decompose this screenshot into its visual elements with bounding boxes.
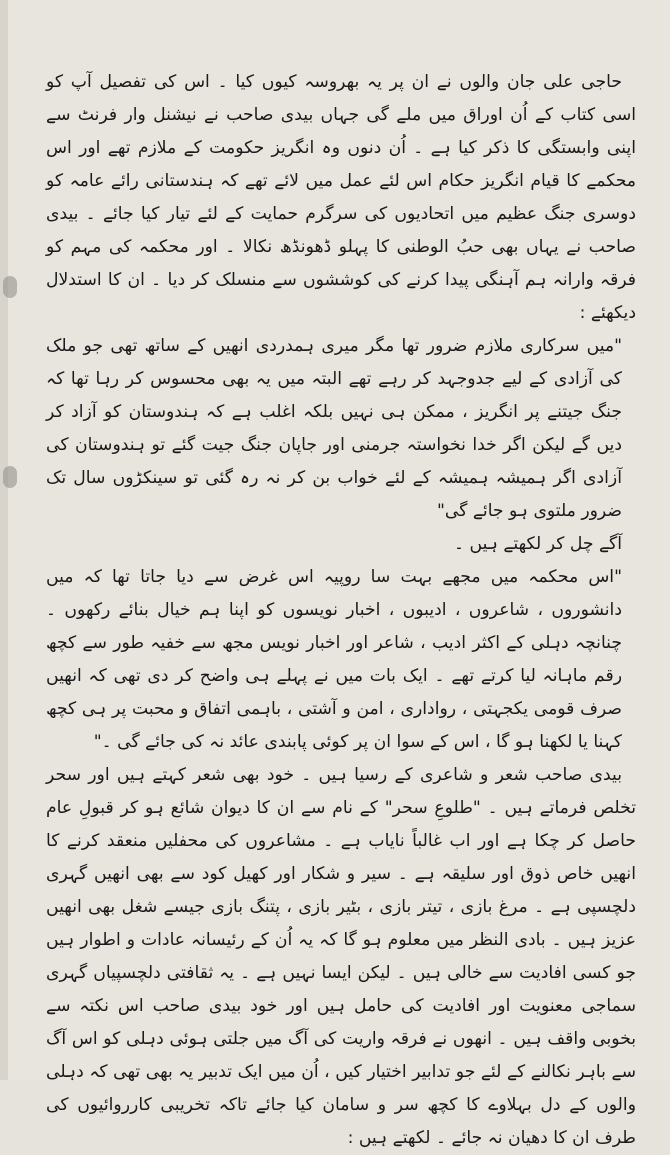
paragraph-quote: "میں سرکاری ملازم ضرور تھا مگر میری ہمدردی انھیں کے ساتھ تھی جو ملک کی آزادی کے لیے جدوجہد کر رہے تھے البتہ میں یہ بھی محسوس کر رہا تھا کہ جنگ جیتنے پر انگریز ، ممکن ہی نہیں بلکہ اغلب ہے کہ ہندوستان کو آزاد کر دیں گے لیکن اگر خدا نخواستہ جرمنی اور جاپان جنگ جیت گئے تو ہندوستان کی آزادی اگر ہمیشہ ہمیشہ کے لئے خواب بن کر نہ رہ گئی تو سینکڑوں سال تک ضرور ملتوی ہو جائے گی" (46, 336, 622, 521)
paragraph-body: حاجی علی جان والوں نے ان پر یہ بھروسہ کیوں کیا ۔ اس کی تفصیل آپ کو اسی کتاب کے اُن اوراق میں ملے گی جہاں بیدی صاحب نے نیشنل وار فرنٹ سے اپنی وابستگی کا ذکر کیا ہے ۔ اُن دنوں وہ انگریز حکومت کے ملازم تھے اور اس محکمے کا قیام انگریز حکام اس لئے عمل میں لائے تھے کہ ہندستانی رائے عامہ کو دوسری جنگ عظیم میں اتحادیوں کی سرگرم حمایت کے لئے تیار کیا جائے ۔ بیدی صاحب نے یہاں بھی حبُ الوطنی کا پہلو ڈھونڈھ نکالا ۔ اور محکمہ کی مہم کو فرقہ وارانہ ہم آہنگی پیدا کرنے کی کوششوں سے منسلک کر دیا ۔ ان کا استدلال دیکھئے : (46, 72, 636, 323)
paragraph-body: بیدی صاحب شعر و شاعری کے رسیا ہیں ۔ خود بھی شعر کہتے ہیں اور سحر تخلص فرماتے ہیں ۔ "طلوعِ سحر" کے نام سے ان کا دیوان شائع ہو کر قبولِ عام حاصل کر چکا ہے اور اب غالباً نایاب ہے ۔ مشاعروں کی محفلیں منعقد کرنے کا انھیں خاص ذوق اور سلیقہ ہے ۔ سیر و شکار اور کھیل کود سے بھی انھیں گہری دلچسپی ہے ۔ مرغ بازی ، تیتر بازی ، بٹیر بازی ، پتنگ بازی جیسے شغل بھی انھیں عزیز ہیں ۔ بادی النظر میں معلوم ہو گا کہ یہ اُن کے رئیسانہ عادات و اطوار ہیں جو کسی افادیت سے خالی ہیں ۔ لیکن ایسا نہیں ہے ۔ یہ ثقافتی دلچسپیاں گہری سماجی معنویت اور افادیت کی حامل ہیں اور خود بیدی صاحب اس نکتہ سے بخوبی واقف ہیں ۔ انھوں نے فرقہ واریت کی آگ میں جلتی ہوئی دہلی کو اس آگ سے باہر نکالنے کے لئے جو تدابیر اختیار کیں ، اُن میں ایک تدبیر یہ بھی تھی کہ دہلی والوں کے دل بہلاوے کا کچھ سر و سامان کیا جائے تاکہ تخریبی کارروائیوں کی طرف ان کا دھیان نہ جائے ۔ لکھتے ہیں : (46, 765, 636, 1148)
page-edge (0, 0, 8, 1080)
binding-hole (3, 276, 17, 298)
paragraph-quote: "اس محکمہ میں مجھے بہت سا روپیہ اس غرض سے دیا جاتا تھا کہ میں دانشوروں ، شاعروں ، ادیبوں ، اخبار نویسوں کو اپنا ہم خیال بنائے رکھوں ۔ چنانچہ دہلی کے اکثر ادیب ، شاعر اور اخبار نویس مجھ سے خفیہ طور سے کچھ رقم ماہانہ لیا کرتے تھے ۔ ایک بات میں نے پہلے ہی واضح کر دی تھی کہ انھیں صرف قومی یکجہتی ، رواداری ، امن و آشتی ، باہمی اتفاق و محبت پر ہی کچھ کہنا یا لکھنا ہو گا ، اس کے سوا ان پر کوئی پابندی عائد نہ کی جائے گی ۔" (46, 567, 622, 752)
paragraph-body: آگے چل کر لکھتے ہیں ۔ (454, 534, 622, 554)
urdu-text-body (46, 66, 636, 1155)
binding-hole (3, 466, 17, 488)
